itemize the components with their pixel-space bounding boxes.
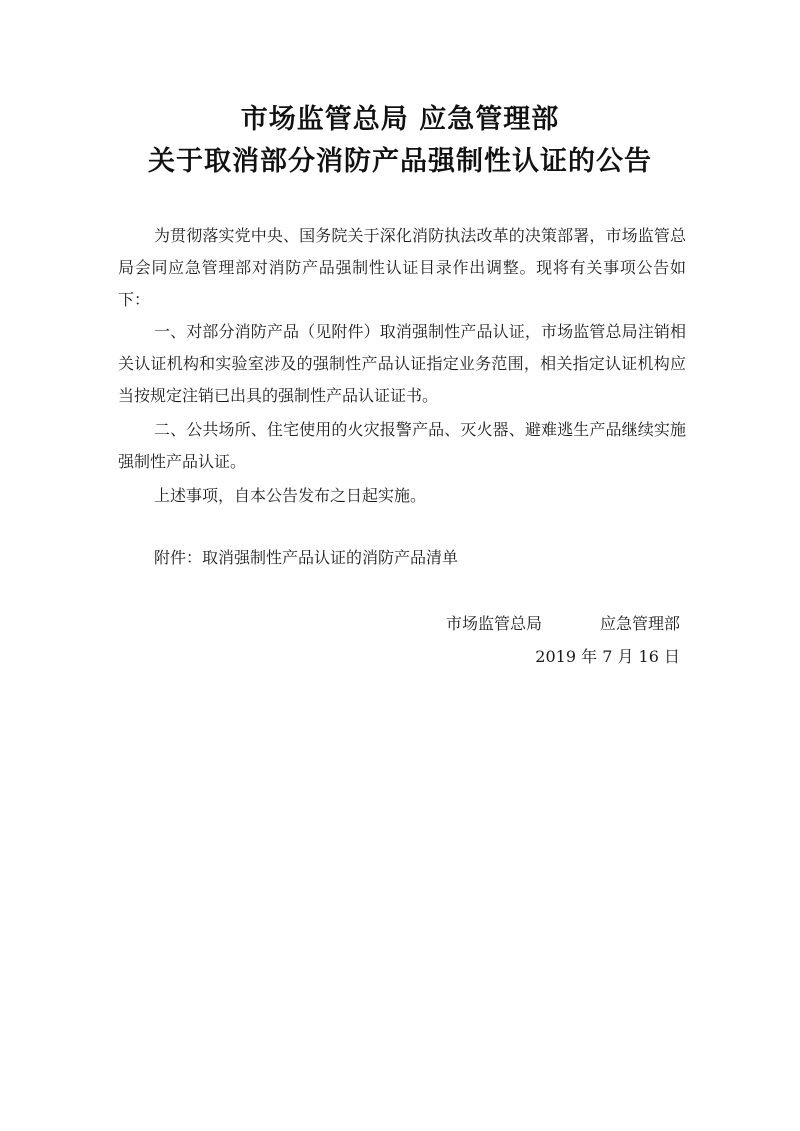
paragraph-item-2: 二、公共场所、住宅使用的火灾报警产品、灭火器、避难逃生产品继续实施强制性产品认证。 xyxy=(118,420,686,471)
signatory-mem: 应急管理部 xyxy=(599,614,680,633)
signatories xyxy=(446,610,680,638)
signatory-samr: 市场监管总局 xyxy=(446,614,543,633)
paragraph-item-1: 一、对部分消防产品（见附件）取消强制性产品认证，市场监管总局注销相关认证机构和实验室涉及的强制性产品认证指定业务范围，相关指定认证机构应当按规定注销已出具的强制性产品认证证书。 xyxy=(118,322,686,405)
paragraph-intro: 为贯彻落实党中央、国务院关于深化消防执法改革的决策部署，市场监管总局会同应急管理部对消防产品强制性认证目录作出调整。现将有关事项公告如下： xyxy=(118,226,686,309)
document-title-line-2: 关于取消部分消防产品强制性认证的公告 xyxy=(148,146,652,177)
attachment-note: 附件：取消强制性产品认证的消防产品清单 xyxy=(154,548,459,567)
document-title-line-1: 市场监管总局 应急管理部 xyxy=(240,104,560,135)
paragraph-effective: 上述事项，自本公告发布之日起实施。 xyxy=(154,486,427,505)
issue-date: 2019 年 7 月 16 日 xyxy=(535,647,680,666)
